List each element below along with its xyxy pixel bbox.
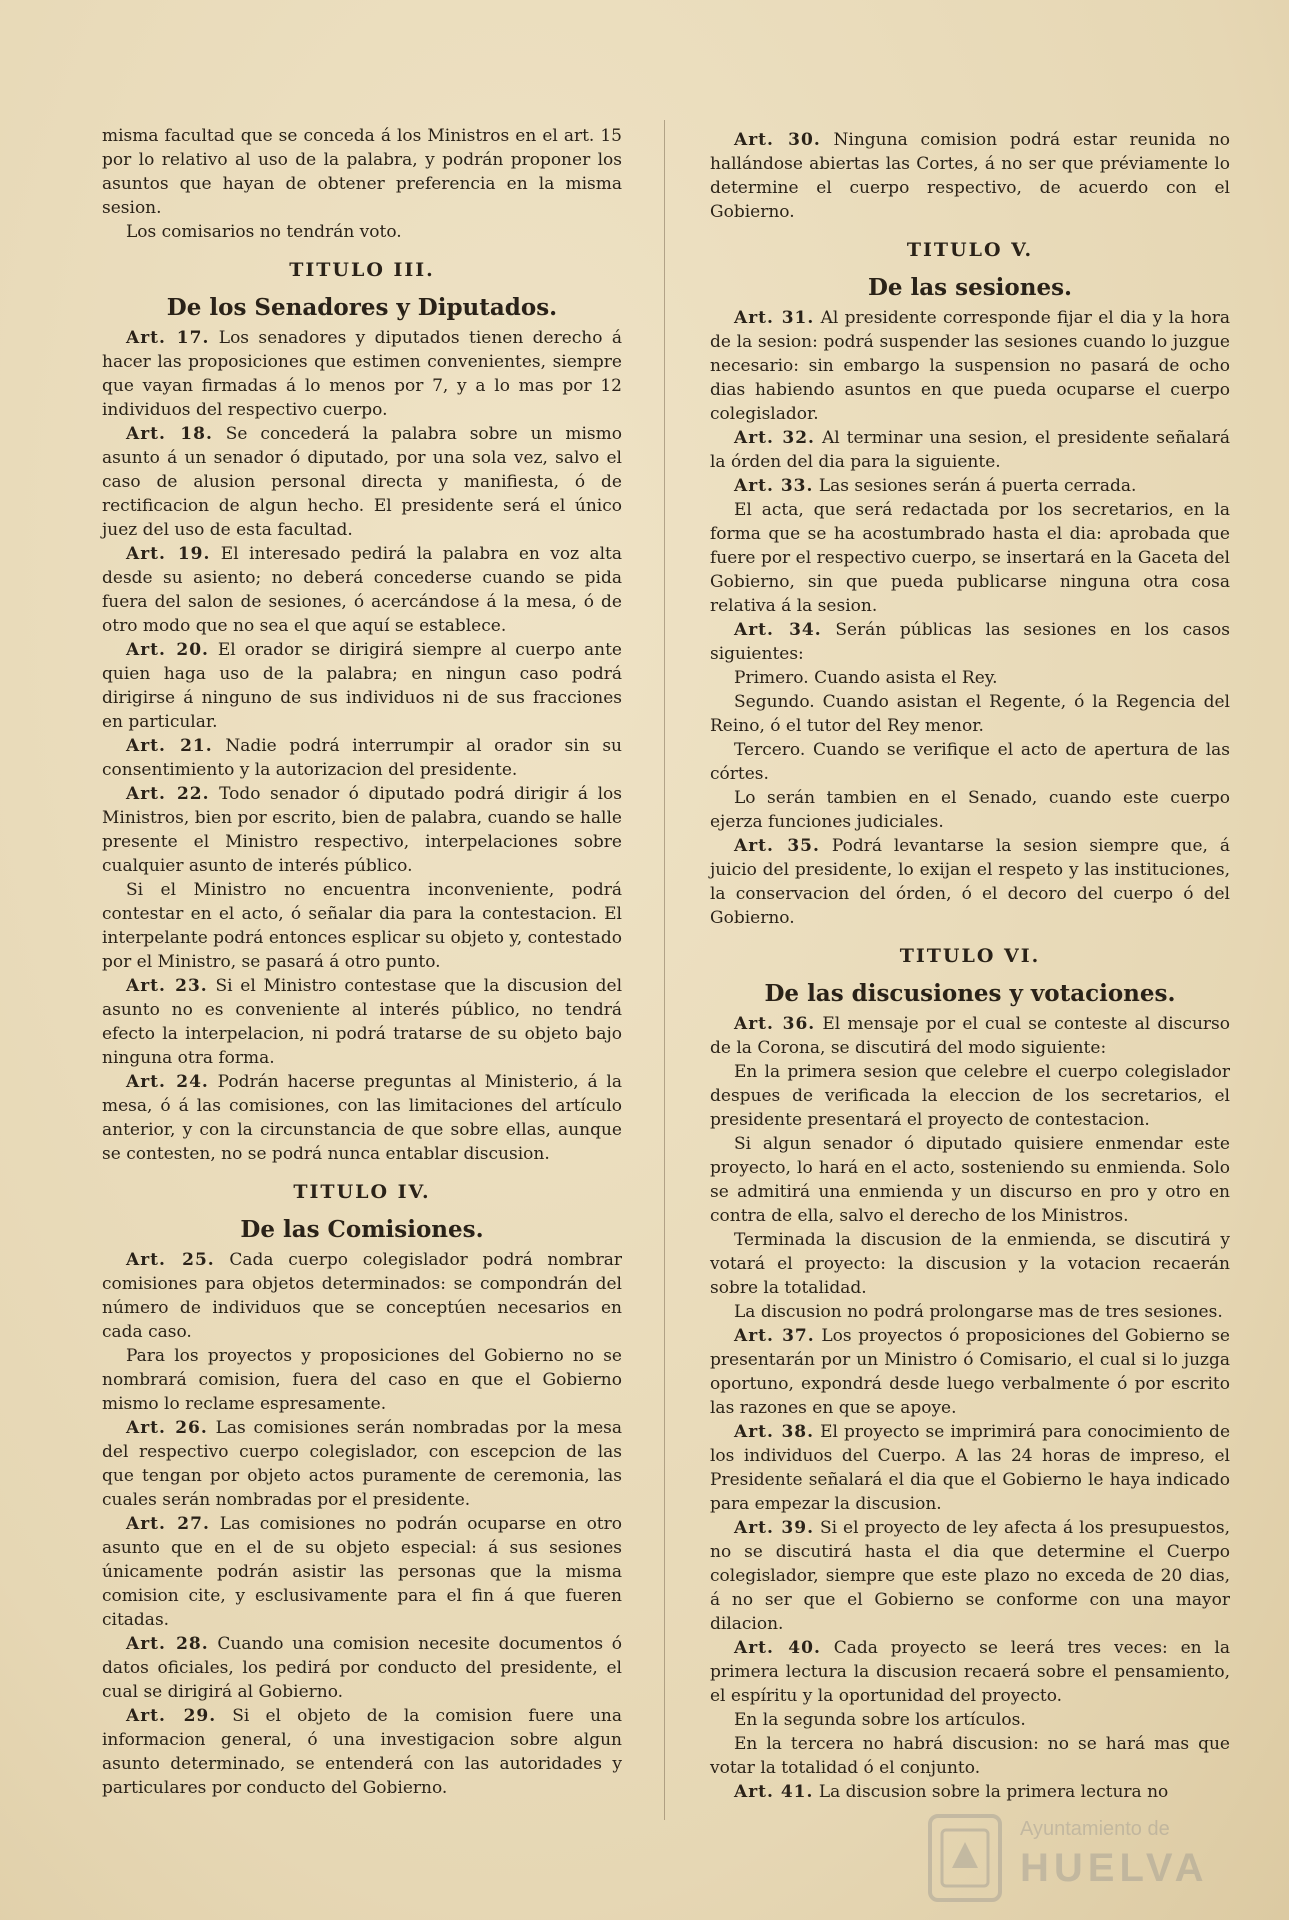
titulo-vi-heading: TITULO VI. bbox=[899, 945, 1041, 967]
article-label: Art. 18. bbox=[126, 424, 213, 444]
left-column bbox=[102, 124, 622, 1800]
article-24 bbox=[102, 1070, 622, 1166]
titulo-vi-subtitle: De las discusiones y votaciones. bbox=[764, 980, 1176, 1007]
article-text: Si el proyecto de ley afecta á los presupuestos, no se discutirá hasta el dia que determine el Cuerpo colegislador, siempre que este plazo no exceda de 20 dias, á no ser que el Gobierno se conforme con una mayor dilacion. bbox=[710, 1518, 1230, 1634]
article-text: Podrán hacerse preguntas al Ministerio, á la mesa, ó á las comisiones, con las limitaciones del artículo anterior, y con la circunstancia de que sobre ellas, aunque se contesten, no se podrá nunca entablar discusion. bbox=[102, 1072, 622, 1164]
article-40 bbox=[710, 1636, 1230, 1708]
paragraph-intro: misma facultad que se conceda á los Ministros en el art. 15 por lo relativo al uso de la palabra, y podrán proponer los asuntos que hayan de obtener preferencia en la misma sesion. bbox=[102, 126, 622, 218]
article-label: Art. 34. bbox=[734, 620, 822, 640]
article-label: Art. 22. bbox=[126, 784, 210, 804]
article-22 bbox=[102, 782, 622, 878]
article-23 bbox=[102, 974, 622, 1070]
article-32 bbox=[710, 426, 1230, 474]
article-34-paragraph-last: Lo serán tambien en el Senado, cuando este cuerpo ejerza funciones judiciales. bbox=[710, 788, 1230, 832]
article-35 bbox=[710, 834, 1230, 930]
paragraph-voto: Los comisarios no tendrán voto. bbox=[126, 222, 402, 242]
watermark-ayuntamiento-huelva bbox=[920, 1808, 1220, 1908]
article-36-paragraph-5: La discusion no podrá prolongarse mas de tres sesiones. bbox=[734, 1302, 1223, 1322]
article-25 bbox=[102, 1248, 622, 1344]
article-label: Art. 38. bbox=[734, 1422, 815, 1442]
article-label: Art. 31. bbox=[734, 308, 815, 328]
article-text: El proyecto se imprimirá para conocimiento de los individuos del Cuerpo. A las 24 horas de impreso, el Presidente señalará el dia que el Gobierno le haya indicado para empezar la discusion. bbox=[710, 1422, 1231, 1514]
article-text: El interesado pedirá la palabra en voz alta desde su asiento; no deberá concederse cuando se pida fuera del salon de sesiones, ó acercándose á la mesa, ó de otro modo que no sea el que aquí se establece. bbox=[102, 544, 622, 636]
titulo-iii-heading: TITULO III. bbox=[289, 259, 435, 281]
article-label: Art. 37. bbox=[734, 1326, 815, 1346]
article-22-paragraph-2: Si el Ministro no encuentra inconveniente, podrá contestar en el acto, ó señalar dia para la contestacion. El interpelante podrá entonces esplicar su objeto y, contestado por el Ministro, se pasará á otro punto. bbox=[102, 880, 622, 972]
article-18 bbox=[102, 422, 622, 542]
article-34 bbox=[710, 618, 1230, 666]
article-34-case-2 bbox=[710, 690, 1230, 738]
article-text: Los proyectos ó proposiciones del Gobierno se presentarán por un Ministro ó Comisario, el cual si lo juzga oportuno, expondrá desde luego verbalmente ó por escrito las razones en que se apoye. bbox=[710, 1326, 1230, 1418]
article-text: Cada proyecto se leerá tres veces: en la primera lectura la discusion recaerá sobre el pensamiento, el espíritu y la oportunidad del proyecto. bbox=[710, 1638, 1231, 1706]
article-19 bbox=[102, 542, 622, 638]
watermark-line-2: HUELVA bbox=[1020, 1846, 1209, 1890]
article-17 bbox=[102, 326, 622, 422]
article-text: Las comisiones serán nombradas por la mesa del respectivo cuerpo colegislador, con escepcion de las que tengan por objeto actos puramente de ceremonia, las cuales serán nombradas por el presidente. bbox=[102, 1418, 622, 1510]
article-40-paragraph-2: En la segunda sobre los artículos. bbox=[734, 1710, 1026, 1730]
article-label: Art. 29. bbox=[126, 1706, 217, 1726]
article-text: Todo senador ó diputado podrá dirigir á los Ministros, bien por escrito, bien de palabra, cuando se halle presente el Ministro respectivo, interpelaciones sobre cualquier asunto de interés público. bbox=[102, 784, 622, 876]
article-label: Art. 17. bbox=[126, 328, 210, 348]
article-label: Art. 40. bbox=[734, 1638, 821, 1658]
article-30 bbox=[710, 128, 1230, 224]
article-text: Las sesiones serán á puerta cerrada. bbox=[818, 476, 1137, 496]
article-label: Art. 26. bbox=[126, 1418, 208, 1438]
article-text: Al presidente corresponde fijar el dia y la hora de la sesion: podrá suspender las sesiones cuando lo juzgue necesario: sin embargo la suspension no pasará de ocho dias habiendo asuntos en que pueda ocuparse el cuerpo colegislador. bbox=[710, 308, 1230, 424]
article-label: Art. 28. bbox=[126, 1634, 209, 1654]
article-28 bbox=[102, 1632, 622, 1704]
article-39 bbox=[710, 1516, 1230, 1636]
article-21 bbox=[102, 734, 622, 782]
article-label: Art. 24. bbox=[126, 1072, 209, 1092]
article-label: Art. 25. bbox=[126, 1250, 215, 1270]
article-text: Si el objeto de la comision fuere una informacion general, ó una investigacion sobre algun asunto determinado, se entenderá con las autoridades y particulares por conducto del Gobierno. bbox=[102, 1706, 622, 1798]
article-33-paragraph-2: El acta, que será redactada por los secretarios, en la forma que se ha acostumbrado hasta el dia: aprobada que fuere por el respectivo cuerpo, se insertará en la Gaceta del Gobierno, sin que pueda publicarse ninguna otra cosa relativa á la sesion. bbox=[710, 500, 1230, 616]
article-text: Podrá levantarse la sesion siempre que, á juicio del presidente, lo exijan el respeto y las instituciones, la conservacion del órden, ó el decoro del cuerpo ó del Gobierno. bbox=[710, 836, 1230, 928]
case-text: Cuando asistan el Regente, ó la Regencia del Reino, ó el tutor del Rey menor. bbox=[710, 692, 1230, 736]
article-27 bbox=[102, 1512, 622, 1632]
article-label: Art. 21. bbox=[126, 736, 213, 756]
article-label: Art. 30. bbox=[734, 130, 821, 150]
titulo-v-subtitle: De las sesiones. bbox=[867, 274, 1073, 301]
article-38 bbox=[710, 1420, 1230, 1516]
article-text: El mensaje por el cual se conteste al discurso de la Corona, se discutirá del modo siguiente: bbox=[710, 1014, 1230, 1058]
article-text: El orador se dirigirá siempre al cuerpo ante quien haga uso de la palabra; en ningun caso podrá dirigirse á ninguno de sus individuos ni de sus fracciones en particular. bbox=[102, 640, 622, 732]
case-label: Primero. bbox=[734, 668, 809, 688]
article-text: Nadie podrá interrumpir al orador sin su consentimiento y la autorizacion del presidente. bbox=[102, 736, 622, 780]
article-label: Art. 35. bbox=[734, 836, 820, 856]
article-31 bbox=[710, 306, 1230, 426]
article-33 bbox=[710, 474, 1230, 498]
article-20 bbox=[102, 638, 622, 734]
article-label: Art. 39. bbox=[734, 1518, 814, 1538]
article-26 bbox=[102, 1416, 622, 1512]
article-text: Los senadores y diputados tienen derecho á hacer las proposiciones que estimen convenientes, siempre que vayan firmadas á lo menos por 7, y a lo mas por 12 individuos del respectivo cuerpo. bbox=[102, 328, 623, 420]
article-34-case-1 bbox=[710, 666, 1230, 690]
article-text: Se concederá la palabra sobre un mismo asunto á un senador ó diputado, por una sola vez, salvo el caso de alusion personal directa y manifiesta, ó de rectificacion de algun hecho. El presidente será el único juez del uso de esta facultad. bbox=[102, 424, 622, 540]
article-29 bbox=[102, 1704, 622, 1800]
right-column bbox=[710, 128, 1230, 1804]
article-25-paragraph-2: Para los proyectos y proposiciones del Gobierno no se nombrará comision, fuera del caso en que el Gobierno mismo lo reclame espresamente. bbox=[102, 1346, 622, 1414]
article-label: Art. 32. bbox=[734, 428, 815, 448]
article-text: Si el Ministro contestase que la discusion del asunto no es conveniente al interés público, no tendrá efecto la interpelacion, ni podrá tratarse de su objeto bajo ninguna otra forma. bbox=[102, 976, 623, 1068]
article-text: Cada cuerpo colegislador podrá nombrar comisiones para objetos determinados: se compondrán del número de individuos que se conceptúen necesarios en cada caso. bbox=[102, 1250, 623, 1342]
titulo-v-heading: TITULO V. bbox=[906, 239, 1034, 261]
case-text: Cuando se verifique el acto de apertura de las córtes. bbox=[710, 740, 1231, 784]
article-label: Art. 33. bbox=[734, 476, 814, 496]
article-36-paragraph-4: Terminada la discusion de la enmienda, se discutirá y votará el proyecto: la discusion y la votacion recaerán sobre la totalidad. bbox=[710, 1230, 1230, 1298]
case-text: Cuando asista el Rey. bbox=[814, 668, 998, 688]
case-label: Tercero. bbox=[734, 740, 806, 760]
city-seal-icon bbox=[920, 1808, 1010, 1908]
titulo-iii-subtitle: De los Senadores y Diputados. bbox=[166, 294, 558, 321]
article-36 bbox=[710, 1012, 1230, 1060]
case-label: Segundo. bbox=[734, 692, 815, 712]
article-34-case-3 bbox=[710, 738, 1230, 786]
article-37 bbox=[710, 1324, 1230, 1420]
article-label: Art. 36. bbox=[734, 1014, 816, 1034]
article-text: La discusion sobre la primera lectura no bbox=[818, 1782, 1169, 1802]
article-text: Ninguna comision podrá estar reunida no hallándose abiertas las Cortes, á no ser que préviamente lo determine el cuerpo respectivo, de acuerdo con el Gobierno. bbox=[710, 130, 1230, 222]
article-text: Cuando una comision necesite documentos ó datos oficiales, los pedirá por conducto del presidente, el cual se dirigirá al Gobierno. bbox=[102, 1634, 622, 1702]
article-text: Al terminar una sesion, el presidente señalará la órden del dia para la siguiente. bbox=[710, 428, 1231, 472]
article-label: Art. 19. bbox=[126, 544, 211, 564]
article-label: Art. 41. bbox=[734, 1782, 814, 1802]
article-label: Art. 27. bbox=[126, 1514, 210, 1534]
article-label: Art. 20. bbox=[126, 640, 209, 660]
article-text: Las comisiones no podrán ocuparse en otro asunto que en el de su objeto especial: á sus sesiones únicamente podrán asistir las personas que la misma comision cite, y esclusivamente para el fin á que fueren citadas. bbox=[102, 1514, 622, 1630]
article-41 bbox=[710, 1780, 1230, 1804]
watermark-line-1: Ayuntamiento de bbox=[1020, 1818, 1170, 1840]
article-36-paragraph-2: En la primera sesion que celebre el cuerpo colegislador despues de verificada la eleccion de los secretarios, el presidente presentará el proyecto de contestacion. bbox=[710, 1062, 1230, 1130]
titulo-iv-subtitle: De las Comisiones. bbox=[240, 1216, 484, 1243]
article-label: Art. 23. bbox=[126, 976, 208, 996]
titulo-iv-heading: TITULO IV. bbox=[293, 1181, 431, 1203]
article-40-paragraph-3: En la tercera no habrá discusion: no se hará mas que votar la totalidad ó el conjunto. bbox=[710, 1734, 1230, 1778]
article-36-paragraph-3: Si algun senador ó diputado quisiere enmendar este proyecto, lo hará en el acto, sosteniendo su enmienda. Solo se admitirá una enmienda y un discurso en pro y otro en contra de ella, salvo el derecho de los Ministros. bbox=[710, 1134, 1230, 1226]
column-divider bbox=[664, 120, 665, 1820]
article-text: Serán públicas las sesiones en los casos siguientes: bbox=[710, 620, 1231, 664]
